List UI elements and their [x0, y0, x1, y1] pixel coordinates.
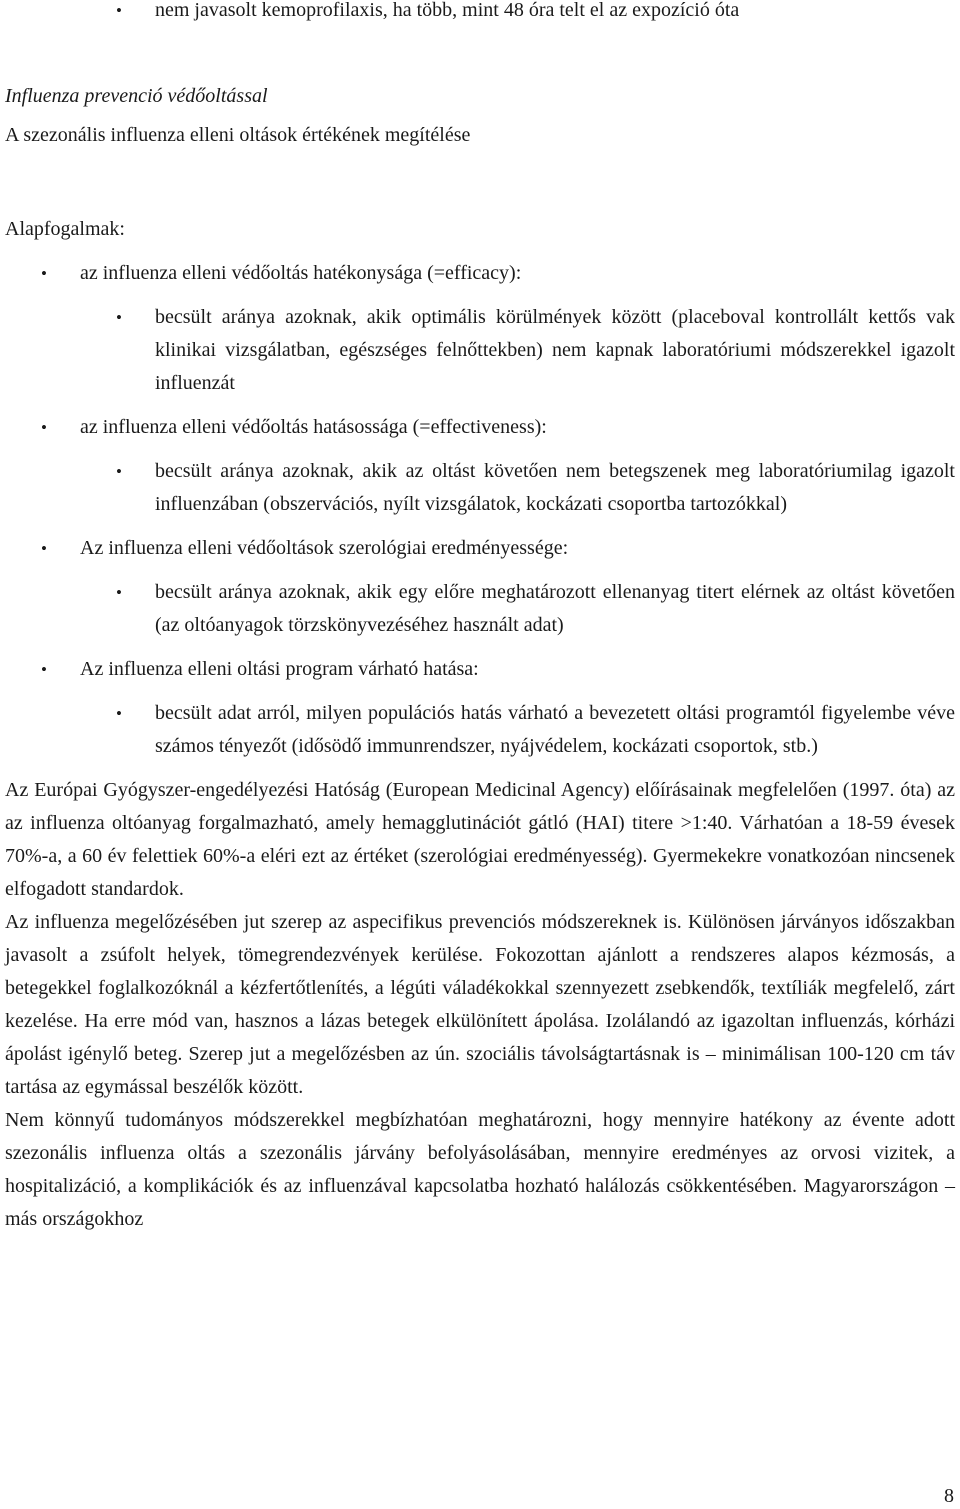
bullet-marker: •: [116, 462, 122, 481]
bullet-marker: •: [41, 539, 47, 558]
concept-detail-list: [80, 576, 955, 642]
paragraph-effectiveness-assessment: Nem könnyű tudományos módszerekkel megbízhatóan meghatározni, hogy mennyire hatékony az évente adott szezonális influenza oltás a szezonális járvány befolyásolásában, mennyire eredményes az orvosi vizitek, a hospitalizáció, a komplikációk és az influenzával kapcsolatba hozható halálozás csökkentésében. Magyarországon – más országokhoz: [5, 1109, 955, 1230]
concept-item: [5, 411, 955, 521]
concept-detail-text: becsült aránya azoknak, akik optimális körülmények között (placeboval kontrollált kettős vak klinikai vizsgálatban, egészséges felnőttekben) nem kapnak laboratóriumi módszerekkel igazolt influenzát: [155, 306, 955, 394]
concept-label: az influenza elleni védőoltás hatásossága (=effectiveness):: [80, 416, 547, 438]
concept-detail: [80, 455, 955, 521]
concept-label: az influenza elleni védőoltás hatékonysága (=efficacy):: [80, 262, 522, 284]
concept-label: Az influenza elleni oltási program várható hatása:: [80, 658, 479, 680]
list-item: [5, 0, 955, 27]
continued-list: [5, 0, 955, 27]
concept-detail: [80, 301, 955, 400]
concept-detail-list: [80, 455, 955, 521]
bullet-marker: •: [116, 1, 122, 20]
paragraph-nonspecific-prevention: Az influenza megelőzésében jut szerep az aspecifikus prevenciós módszereknek is. Különösen járványos időszakban javasolt a zsúfolt helyek, tömegrendezvények kerülése. Fokozottan ajánlott a rendszeres alapos kézmosás, a betegekkel foglalkozóknál a kézfertőtlenítés, a légúti váladékokkal szennyezett zsebkendők, textíliák megfelelő, zárt kezelése. Ha erre mód van, hasznos a lázas betegek elkülönített ápolása. Izolálandó az igazoltan influenzás, kórházi ápolást igénylő beteg. Szerep jut a megelőzésben az ún. szociális távolságtartásnak is – minimálisan 100-120 cm táv tartása az egymással beszélők között.: [5, 911, 955, 1098]
concept-detail-text: becsült aránya azoknak, akik egy előre meghatározott ellenanyag titert elérnek az oltást követően (az oltóanyagok törzskönyvezéséhez használt adat): [155, 581, 955, 636]
bullet-marker: •: [41, 660, 47, 679]
page-number: 8: [944, 1485, 954, 1507]
bullet-marker: •: [41, 264, 47, 283]
bullet-marker: •: [116, 704, 122, 723]
concept-detail-list: [80, 301, 955, 400]
paragraph-ema-standards: Az Európai Gyógyszer-engedélyezési Hatóság (European Medicinal Agency) előírásainak megfelelően (1997. óta) az az influenza oltóanyag forgalmazható, amely hemagglutinációt gátló (HAI) titere >1:40. Várhatóan a 18-59 évesek 70%-a, a 60 év felettiek 60%-a eléri ezt az értéket (szerológiai eredményesség). Gyermekekre vonatkozóan nincsenek elfogadott standardok.: [5, 779, 955, 900]
concept-item: [5, 653, 955, 763]
section-subtitle: A szezonális influenza elleni oltások értékének megítélése: [5, 124, 471, 146]
concept-item: [5, 532, 955, 642]
concept-list: [5, 257, 955, 763]
list-item-text: nem javasolt kemoprofilaxis, ha több, mint 48 óra telt el az expozíció óta: [155, 0, 740, 21]
bullet-marker: •: [41, 418, 47, 437]
document-page: [5, 0, 955, 1236]
section-heading: Influenza prevenció védőoltással: [5, 85, 268, 107]
bullet-marker: •: [116, 308, 122, 327]
concept-detail: [80, 576, 955, 642]
concept-detail-list: [80, 697, 955, 763]
basics-label: Alapfogalmak:: [5, 218, 125, 240]
concept-label: Az influenza elleni védőoltások szerológiai eredményessége:: [80, 537, 569, 559]
concept-detail-text: becsült aránya azoknak, akik az oltást követően nem betegszenek meg laboratóriumilag igazolt influenzában (obszervációs, nyílt vizsgálatok, kockázati csoportba tartozókkal): [155, 460, 955, 515]
concept-item: [5, 257, 955, 400]
concept-detail: [80, 697, 955, 763]
bullet-marker: •: [116, 583, 122, 602]
concept-detail-text: becsült adat arról, milyen populációs hatás várható a bevezetett oltási programtól figyelembe véve számos tényezőt (idősödő immunrendszer, nyájvédelem, kockázati csoportok, stb.): [155, 702, 955, 757]
